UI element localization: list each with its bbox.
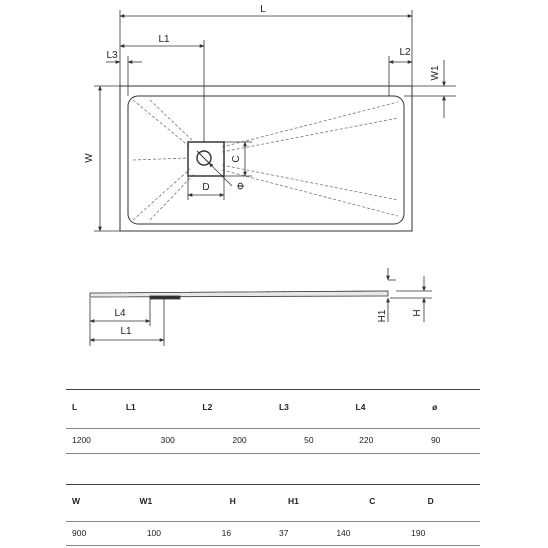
table1-top-rule — [66, 389, 480, 390]
table2-top-rule — [66, 484, 480, 485]
table2-value-W1: 100 — [146, 527, 162, 538]
table1-header-L4: L4 — [355, 401, 366, 412]
tray-basin — [128, 96, 404, 224]
table2-header-W: W — [72, 495, 81, 506]
table1-header-diameter: ø — [432, 401, 438, 412]
table2-value-H1: 37 — [278, 527, 289, 538]
table1-mid-rule — [66, 428, 480, 429]
table2-header-H1: H1 — [288, 495, 299, 506]
table2-value-D: 190 — [411, 527, 426, 538]
label-L4: L4 — [114, 308, 126, 319]
plan-view — [94, 10, 456, 231]
label-H: H — [412, 309, 423, 317]
label-W1: W1 — [430, 65, 441, 81]
slope-lines — [133, 100, 398, 220]
table2-value-W: 900 — [72, 527, 87, 538]
table2-value-C: 140 — [336, 527, 351, 538]
table2-value-H: 16 — [221, 527, 232, 538]
table1-header-L3: L3 — [278, 401, 289, 412]
spec-table-1-values — [66, 431, 480, 448]
spec-table-2 — [66, 492, 480, 509]
drain-outlet — [150, 296, 180, 299]
table1-value-diameter: 90 — [430, 434, 441, 445]
table1-bottom-rule — [66, 453, 480, 454]
label-H1: H1 — [377, 309, 388, 323]
drain-square — [188, 142, 224, 176]
table2-header-W1: W1 — [139, 495, 153, 506]
label-L: L — [260, 4, 266, 15]
table-row — [66, 492, 480, 509]
table-row — [66, 431, 480, 448]
label-phi: Φ — [236, 182, 247, 190]
table2-bottom-rule — [66, 545, 480, 546]
table2-header-H: H — [229, 495, 236, 506]
label-L1-top: L1 — [158, 34, 170, 45]
spec-table-1 — [66, 398, 480, 415]
label-L2: L2 — [399, 47, 411, 58]
table2-header-D: D — [427, 495, 434, 506]
label-C: C — [231, 155, 242, 163]
side-view — [90, 268, 432, 346]
table1-value-L: 1200 — [72, 434, 91, 445]
table1-value-L1: 300 — [160, 434, 175, 445]
label-L1-side: L1 — [120, 326, 132, 337]
label-L3: L3 — [106, 50, 118, 61]
table1-value-L2: 200 — [232, 434, 247, 445]
table1-value-L4: 220 — [359, 434, 374, 445]
table1-value-L3: 50 — [304, 434, 314, 445]
spec-table-2-values — [66, 524, 480, 541]
label-W: W — [84, 153, 95, 163]
table1-header-L: L — [72, 401, 78, 412]
table-row — [66, 398, 480, 415]
label-D: D — [202, 182, 210, 193]
table2-header-C: C — [369, 495, 376, 506]
table1-header-L2: L2 — [202, 401, 213, 412]
table1-header-L1: L1 — [125, 401, 136, 412]
table2-mid-rule — [66, 521, 480, 522]
table-row — [66, 524, 480, 541]
